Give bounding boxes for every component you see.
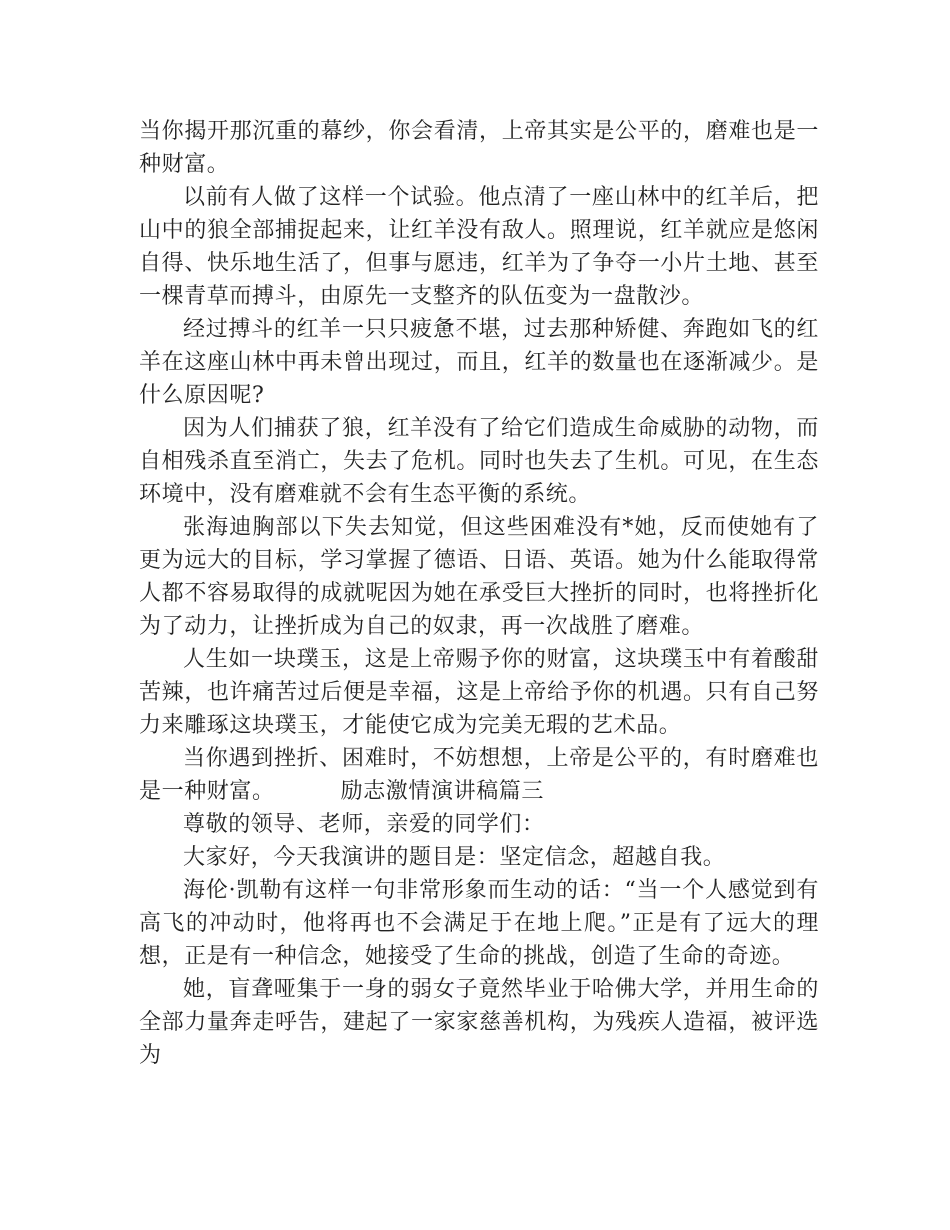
paragraph-8: 尊敬的领导、老师，亲爱的同学们： (183, 812, 545, 837)
paragraph-4: 因为人们捕获了狼，红羊没有了给它们造成生命威胁的动物，而自相残杀直至消亡，失去了危机。同时也失去了生机。可见，在生态环境中，没有磨难就不会有生态平衡的系统。 (139, 416, 819, 507)
paragraph-1: 当你揭开那沉重的幕纱，你会看清，上帝其实是公平的，磨难也是一种财富。 (139, 119, 819, 177)
paragraph-2: 以前有人做了这样一个试验。他点清了一座山林中的红羊后，把山中的狼全部捕捉起来，让红羊没有敌人。照理说，红羊就应是悠闲自得、快乐地生活了，但事与愿违，红羊为了争夺一小片土地、甚至一棵青草而搏斗，由原先一支整齐的队伍变为一盘散沙。 (139, 185, 819, 309)
paragraph-7 (139, 742, 819, 808)
paragraph-11: 她，盲聋哑集于一身的弱女子竟然毕业于哈佛大学，并用生命的全部力量奔走呼告，建起了一家家慈善机构，为残疾人造福，被评选为 (139, 977, 819, 1068)
paragraph-6: 人生如一块璞玉，这是上帝赐予你的财富，这块璞玉中有着酸甜苦辣，也许痛苦过后便是幸福，这是上帝给予你的机遇。只有自己努力来雕琢这块璞玉，才能使它成为完美无瑕的艺术品。 (139, 647, 819, 738)
section-heading: 励志激情演讲稿篇三 (340, 779, 545, 804)
closing-paragraph-text: 当你遇到挫折、困难时，不妨想想，上帝是公平的，有时磨难也是一种财富。 (139, 746, 819, 804)
paragraph-5: 张海迪胸部以下失去知觉，但这些困难没有*她，反而使她有了更为远大的目标，学习掌握了德语、日语、英语。她为什么能取得常人都不容易取得的成就呢因为她在承受巨大挫折的同时，也将挫折化为了动力，让挫折成为自己的奴隶，再一次战胜了磨难。 (139, 515, 819, 639)
paragraph-10: 海伦·凯勒有这样一句非常形象而生动的话：“当一个人感觉到有高飞的冲动时，他将再也不会满足于在地上爬。”正是有了远大的理想，正是有一种信念，她接受了生命的挑战，创造了生命的奇迹。 (139, 878, 819, 969)
document-body (139, 115, 819, 1072)
paragraph-9: 大家好，今天我演讲的题目是：坚定信念，超越自我。 (183, 845, 726, 870)
paragraph-3: 经过搏斗的红羊一只只疲惫不堪，过去那种矫健、奔跑如飞的红羊在这座山林中再未曾出现过，而且，红羊的数量也在逐渐减少。是什么原因呢? (139, 317, 819, 408)
